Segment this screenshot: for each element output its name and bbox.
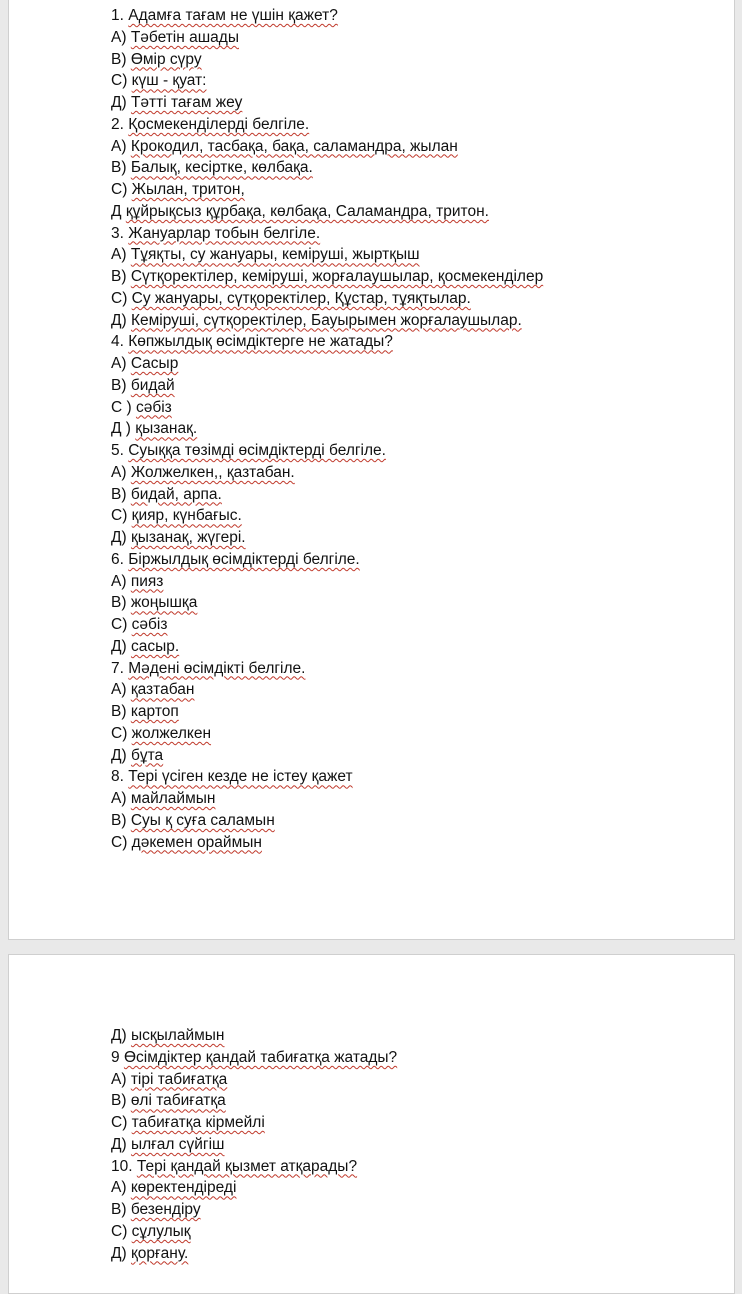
answer-option-line <box>111 418 543 440</box>
answer-option-line <box>111 92 543 114</box>
question-text: Өсімдіктер қандай табиғатқа жатады? <box>123 1048 398 1066</box>
document-page-2 <box>8 954 735 1294</box>
answer-option-line <box>111 353 543 375</box>
answer-option-line <box>111 49 543 71</box>
option-letter: С) <box>111 72 132 90</box>
option-letter: Д <box>111 202 126 220</box>
option-text: күш - қуат: <box>131 72 207 90</box>
question-text: Тері қандай қызмет атқарады? <box>136 1157 358 1175</box>
answer-option-line <box>111 832 543 854</box>
quiz-lines-page-2 <box>111 1025 397 1264</box>
question-number: 4. <box>111 333 129 351</box>
option-text: Тәбетін ашады <box>130 28 239 46</box>
answer-option-line <box>111 310 543 332</box>
question-number: 1. <box>111 7 129 24</box>
question-text: Біржылдық өсімдіктерді белгіле. <box>128 550 360 568</box>
option-text: жолжелкен <box>131 724 212 742</box>
answer-option-line <box>111 614 543 636</box>
question-line <box>111 114 543 136</box>
answer-option-line <box>111 571 543 593</box>
option-letter: С) <box>111 724 132 742</box>
option-text: көректендіреді <box>130 1179 237 1197</box>
quiz-lines-page-1 <box>111 5 543 853</box>
question-line <box>111 549 543 571</box>
question-number: 9 <box>111 1048 124 1066</box>
option-text: Тұяқты, су жануары, кеміруші, жыртқыш <box>130 246 420 264</box>
option-text: Кеміруші, сүтқоректілер, Бауырымен жорғалаушылар. <box>130 311 522 329</box>
option-letter: А) <box>111 246 131 264</box>
option-text: ылғал сүйгіш <box>130 1135 225 1153</box>
option-text: сұлулық <box>131 1222 191 1240</box>
question-text: Қосмекенділерді белгіле. <box>128 115 310 133</box>
answer-option-line <box>111 1134 397 1156</box>
option-text: пияз <box>130 572 164 590</box>
option-text: өлі табиғатқа <box>130 1092 226 1110</box>
option-text: қазтабан <box>130 681 195 699</box>
question-number: 3. <box>111 224 129 242</box>
question-line <box>111 223 543 245</box>
option-letter: Д) <box>111 1027 131 1044</box>
answer-option-line <box>111 157 543 179</box>
option-letter: В) <box>111 1201 131 1218</box>
answer-option-line <box>111 1112 397 1134</box>
answer-option-line <box>111 527 543 549</box>
option-text: Өмір сүру <box>130 50 202 68</box>
option-text: Сасыр <box>130 355 179 372</box>
answer-option-line <box>111 679 543 701</box>
question-line <box>111 1047 397 1069</box>
option-text: бидай, арпа. <box>130 485 222 503</box>
option-letter: В) <box>111 50 131 68</box>
option-text: қызанақ. <box>135 420 198 438</box>
question-number: 2. <box>111 115 129 133</box>
option-text: Суы қ суға саламын <box>130 811 275 829</box>
answer-option-line <box>111 462 543 484</box>
question-line <box>111 766 543 788</box>
document-page-1 <box>8 0 735 940</box>
answer-option-line <box>111 1199 397 1221</box>
question-text: Мәдені өсімдікті белгіле. <box>128 659 306 677</box>
answer-option-line <box>111 1069 397 1091</box>
option-text: бидай <box>130 376 175 394</box>
question-number: 6. <box>111 550 129 568</box>
option-text: қияр, күнбағыс. <box>131 507 242 525</box>
answer-option-line <box>111 592 543 614</box>
option-letter: В) <box>111 159 131 177</box>
option-letter: Д) <box>111 1135 131 1153</box>
answer-option-line <box>111 723 543 745</box>
option-letter: В) <box>111 811 131 829</box>
option-letter: Д) <box>111 637 131 655</box>
option-letter: С) <box>111 181 132 198</box>
option-text: қызанақ, жүгері. <box>130 529 246 546</box>
option-letter: Д) <box>111 1244 131 1262</box>
answer-option-line <box>111 397 543 419</box>
option-text: қорғану. <box>130 1244 189 1262</box>
question-number: 5. <box>111 442 129 459</box>
option-letter: А) <box>111 790 131 807</box>
option-letter: В) <box>111 268 131 285</box>
option-letter: С) <box>111 616 132 633</box>
option-text: Су жануары, сүтқоректілер, Құстар, тұяқтылар. <box>131 289 471 307</box>
option-letter: С) <box>111 507 132 525</box>
question-number: 7. <box>111 659 129 677</box>
option-text: бұта <box>130 746 164 764</box>
answer-option-line <box>111 136 543 158</box>
answer-option-line <box>111 1177 397 1199</box>
option-text: сасыр. <box>130 637 180 655</box>
option-letter: А) <box>111 681 131 699</box>
option-text: безендіру <box>130 1201 201 1218</box>
option-letter: Д) <box>111 311 131 329</box>
option-text: дәкемен ораймын <box>131 833 262 851</box>
option-letter: Д) <box>111 94 131 111</box>
answer-option-line <box>111 505 543 527</box>
option-text: майлаймын <box>130 790 216 807</box>
question-text: Суыққа төзімді өсімдіктерді белгіле. <box>128 442 386 459</box>
answer-option-line <box>111 27 543 49</box>
answer-option-line <box>111 244 543 266</box>
option-letter: С) <box>111 1114 132 1131</box>
answer-option-line <box>111 1243 397 1265</box>
question-line <box>111 331 543 353</box>
answer-option-line <box>111 179 543 201</box>
option-letter: В) <box>111 376 131 394</box>
option-letter: Д) <box>111 529 131 546</box>
answer-option-line <box>111 788 543 810</box>
answer-option-line <box>111 636 543 658</box>
option-letter: С) <box>111 1222 132 1240</box>
question-text: Адамға тағам не үшін қажет? <box>128 7 338 24</box>
option-letter: А) <box>111 355 131 372</box>
option-text: картоп <box>130 703 179 720</box>
option-text: Тәтті тағам жеу <box>130 94 243 111</box>
question-line <box>111 5 543 27</box>
option-text: тірі табиғатқа <box>130 1070 228 1088</box>
question-line <box>111 658 543 680</box>
answer-option-line <box>111 288 543 310</box>
answer-option-line <box>111 266 543 288</box>
question-text: Жануарлар тобын белгіле. <box>128 224 321 242</box>
answer-option-line <box>111 70 543 92</box>
option-letter: А) <box>111 572 131 590</box>
question-number: 10. <box>111 1157 137 1175</box>
option-letter: А) <box>111 1070 131 1088</box>
option-text: Жолжелкен,, қазтабан. <box>130 463 295 481</box>
option-letter: В) <box>111 485 131 503</box>
option-letter: С ) <box>111 398 136 416</box>
option-letter: В) <box>111 1092 131 1110</box>
option-text: сәбіз <box>135 398 172 416</box>
option-letter: Д) <box>111 746 131 764</box>
option-letter: Д ) <box>111 420 136 438</box>
option-text: ысқылаймын <box>130 1027 225 1044</box>
option-text: сәбіз <box>131 616 168 633</box>
answer-option-line <box>111 701 543 723</box>
option-letter: А) <box>111 463 131 481</box>
answer-option-line <box>111 201 543 223</box>
answer-option-line <box>111 1090 397 1112</box>
option-text: табиғатқа кірмейлі <box>131 1114 265 1131</box>
option-letter: В) <box>111 703 131 720</box>
answer-option-line <box>111 1025 397 1047</box>
option-letter: А) <box>111 1179 131 1197</box>
question-text: Тері үсіген кезде не істеу қажет <box>128 768 353 786</box>
option-letter: В) <box>111 594 131 612</box>
option-text: Жылан, тритон, <box>131 181 245 198</box>
answer-option-line <box>111 745 543 767</box>
option-letter: С) <box>111 289 132 307</box>
option-letter: С) <box>111 833 132 851</box>
question-text: Көпжылдық өсімдіктерге не жатады? <box>128 333 393 351</box>
option-letter: А) <box>111 137 131 155</box>
option-text: құйрықсыз құрбақа, көлбақа, Саламандра, тритон. <box>125 202 489 220</box>
option-letter: А) <box>111 28 131 46</box>
option-text: Крокодил, тасбақа, бақа, саламандра, жылан <box>130 137 458 155</box>
answer-option-line <box>111 484 543 506</box>
answer-option-line <box>111 375 543 397</box>
question-line <box>111 440 543 462</box>
option-text: Балық, кесіртке, көлбақа. <box>130 159 313 177</box>
option-text: Сүтқоректілер, кеміруші, жорғалаушылар, қосмекенділер <box>130 268 544 285</box>
question-line <box>111 1156 397 1178</box>
question-number: 8. <box>111 768 129 786</box>
answer-option-line <box>111 810 543 832</box>
option-text: жоңышқа <box>130 594 198 612</box>
answer-option-line <box>111 1221 397 1243</box>
